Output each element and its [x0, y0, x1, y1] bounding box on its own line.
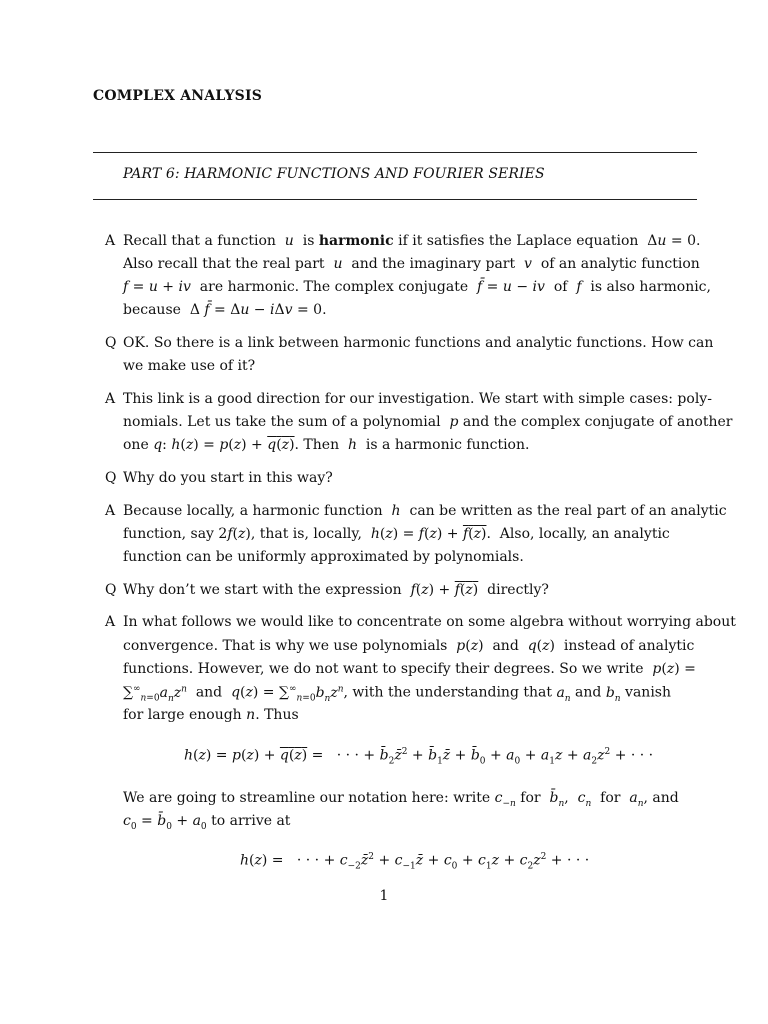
- speaker-label: Q: [105, 582, 117, 598]
- equation-h-streamlined: h(z) = · · · + $c_{-2}z̄^2$ + $c_{-1}z̄ + c_0 + c_1z + c_2z^2$ + · · ·: [240, 852, 590, 872]
- paragraph-line: In what follows we would like to concentrate on some algebra without worrying about: [123, 614, 736, 630]
- paragraph-line: Why do you start in this way?: [123, 470, 333, 486]
- paragraph-line: Recall that a function u is harmonic if it satisfies the Laplace equation Δu = 0.: [123, 233, 701, 249]
- bottom-rule: [93, 199, 697, 200]
- speaker-label: A: [105, 391, 116, 407]
- paragraph-line: nomials. Let us take the sum of a polynomial p and the complex conjugate of another: [123, 414, 733, 430]
- paragraph-line: Why don’t we start with the expression f(z) + f(z) directly?: [123, 582, 549, 598]
- document-header: COMPLEX ANALYSIS: [93, 88, 263, 104]
- paragraph-line: $c_0$ = $b̄_0 + a_0$ to arrive at: [123, 813, 291, 832]
- speaker-label: A: [105, 233, 116, 249]
- paragraph-line: We are going to streamline our notation here: write $c_{-n}$ for $b̄_n$, $c_n$ for $a_n$, and: [123, 790, 679, 809]
- paragraph-line: one q: h(z) = p(z) + q(z). Then h is a harmonic function.: [123, 437, 530, 453]
- paragraph-line: This link is a good direction for our investigation. We start with simple cases: poly-: [123, 391, 712, 407]
- speaker-label: A: [105, 503, 116, 519]
- paragraph-line: function can be uniformly approximated by polynomials.: [123, 549, 524, 565]
- paragraph-line: because Δ f̄ = Δu − iΔv = 0.: [123, 302, 327, 318]
- paragraph-line: $\sum^\infty_{n=0}a_nz^n$ and $q(z) = \sum^\infty_{n=0}b_nz^n$, with the understanding that $a_n$ and $b_n$ vanish: [123, 684, 671, 704]
- paragraph-line: convergence. That is why we use polynomials p(z) and q(z) instead of analytic: [123, 638, 695, 654]
- paragraph-line: Because locally, a harmonic function h can be written as the real part of an analytic: [123, 503, 727, 519]
- page-number: 1: [379, 888, 389, 904]
- paragraph-line: for large enough n. Thus: [123, 707, 299, 723]
- equation-h-expansion: h(z) = p(z) + q(z) = · · · + $b̄_2z̄^2$ + $b̄_1z̄$ + $b̄_0 + a_0 + a_1z + a_2z^2$ + · · ·: [184, 747, 654, 767]
- paragraph-line: function, say 2f(z), that is, locally, h(z) = f(z) + f(z). Also, locally, an analytic: [123, 526, 670, 542]
- top-rule: [93, 152, 697, 153]
- paragraph-line: OK. So there is a link between harmonic functions and analytic functions. How can: [123, 335, 714, 351]
- speaker-label: A: [105, 614, 116, 630]
- speaker-label: Q: [105, 335, 117, 351]
- paragraph-line: Also recall that the real part u and the imaginary part v of an analytic function: [123, 256, 700, 272]
- paragraph-line: functions. However, we do not want to specify their degrees. So we write p(z) =: [123, 661, 696, 677]
- paragraph-line: f = u + iv are harmonic. The complex conjugate f̄ = u − iv of f is also harmonic,: [123, 279, 711, 295]
- part-title: PART 6: HARMONIC FUNCTIONS AND FOURIER SERIES: [123, 166, 545, 182]
- paragraph-line: we make use of it?: [123, 358, 256, 374]
- speaker-label: Q: [105, 470, 117, 486]
